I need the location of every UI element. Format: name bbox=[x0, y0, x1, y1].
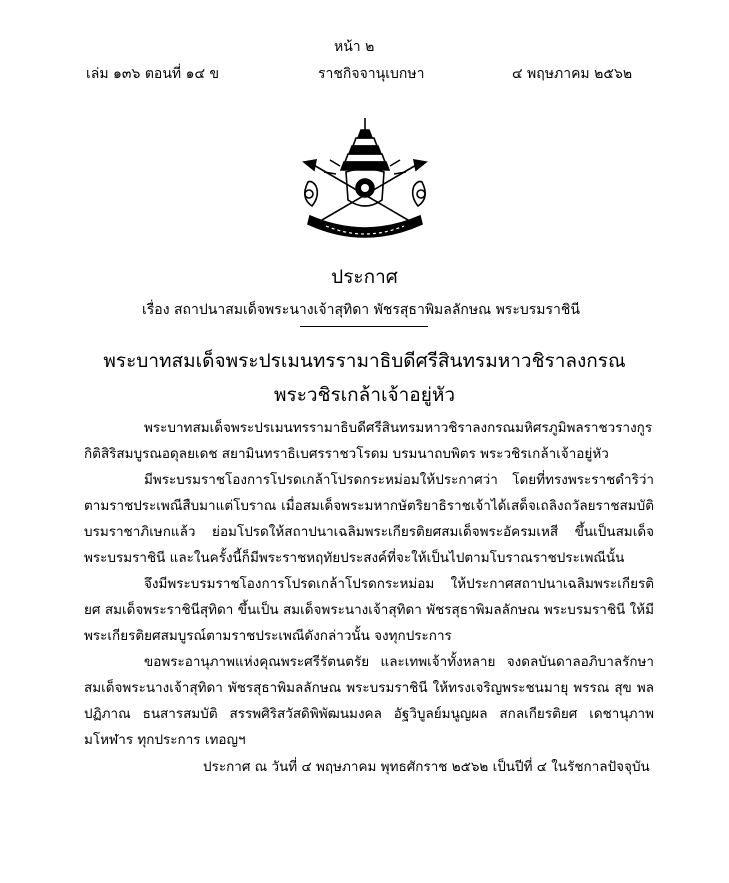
body-paragraph-4: ขอพระอานุภาพแห่งคุณพระศรีรัตนตรัย และเทพเจ้าทั้งหลาย จงดลบันดาลอภิบาลรักษา สมเด็จพระนางเจ้าสุทิดา พัชรสุธาพิมลลักษณ พระบรมราชินี ให้ทรงเจริญพระชนมายุ พรรณ สุข พล ปฏิภาณ ธนสารสมบัติ สรรพศิริสวัสดิพิพัฒนมงคล อัฐวิบูลย์มนูญผล สกลเกียรติยศ เดชานุภาพมโหฬาร ทุกประการ เทอญฯ bbox=[84, 654, 654, 748]
publication-date: ๔ พฤษภาคม ๒๕๖๒ bbox=[512, 66, 633, 82]
closing-date-line: ประกาศ ณ วันที่ ๔ พฤษภาคม พุทธศักราช ๒๕๖๒ เป็นปีที่ ๔ ในรัชกาลปัจจุบัน bbox=[203, 759, 650, 775]
volume-issue: เล่ม ๑๓๖ ตอนที่ ๑๔ ข bbox=[86, 66, 220, 82]
page-number: หน้า ๒ bbox=[334, 39, 375, 55]
body-paragraph-3: จึงมีพระบรมราชโองการโปรดเกล้าโปรดกระหม่อม ให้ประกาศสถาปนาเฉลิมพระเกียรติยศ สมเด็จพระราชินีสุทิดา ขึ้นเป็น สมเด็จพระนางเจ้าสุทิดา พัชรสุธาพิมลลักษณ พระบรมราชินี ให้มีพระเกียรติยศสมบูรณ์ตามราชประเพณีดังกล่าวนั้น จงทุกประการ bbox=[84, 576, 654, 644]
king-name-line-2: พระวชิรเกล้าเจ้าอยู่หัว bbox=[273, 384, 456, 406]
title-divider bbox=[300, 326, 428, 327]
announcement-subject: เรื่อง สถาปนาสมเด็จพระนางเจ้าสุทิดา พัชรสุธาพิมลลักษณ พระบรมราชินี bbox=[142, 302, 580, 318]
announcement-body bbox=[84, 415, 654, 753]
publication-name: ราชกิจจานุเบกษา bbox=[318, 66, 425, 82]
royal-emblem-icon bbox=[290, 116, 440, 244]
king-name-line-1: พระบาทสมเด็จพระปรเมนทรรามาธิบดีศรีสินทรมหาวชิราลงกรณ bbox=[103, 350, 626, 372]
body-paragraph-1: พระบาทสมเด็จพระปรเมนทรรามาธิบดีศรีสินทรมหาวชิราลงกรณมหิศรภูมิพลราชวรางกูร กิติสิริสมบูรณอดุลยเดช สยามินทราธิเบศรราชวโรดม บรมนาถบพิตร พระวชิรเกล้าเจ้าอยู่หัว bbox=[84, 420, 653, 462]
body-paragraph-2: มีพระบรมราชโองการโปรดเกล้าโปรดกระหม่อมให้ประกาศว่า โดยที่ทรงพระราชดำริว่า ตามราชประเพณีสืบมาแต่โบราณ เมื่อสมเด็จพระมหากษัตริยาธิราชเจ้าได้เสด็จเถลิงถวัลยราชสมบัติ บรมราชาภิเษกแล้ว ย่อมโปรดให้สถาปนาเฉลิมพระเกียรติยศสมเด็จพระอัครมเหสี ขึ้นเป็นสมเด็จ พระบรมราชินี และในครั้งนี้ก็มีพระราชหฤทัยประสงค์ที่จะให้เป็นไปตามโบราณราชประเพณีนั้น bbox=[84, 472, 654, 566]
announcement-title: ประกาศ bbox=[331, 266, 398, 288]
